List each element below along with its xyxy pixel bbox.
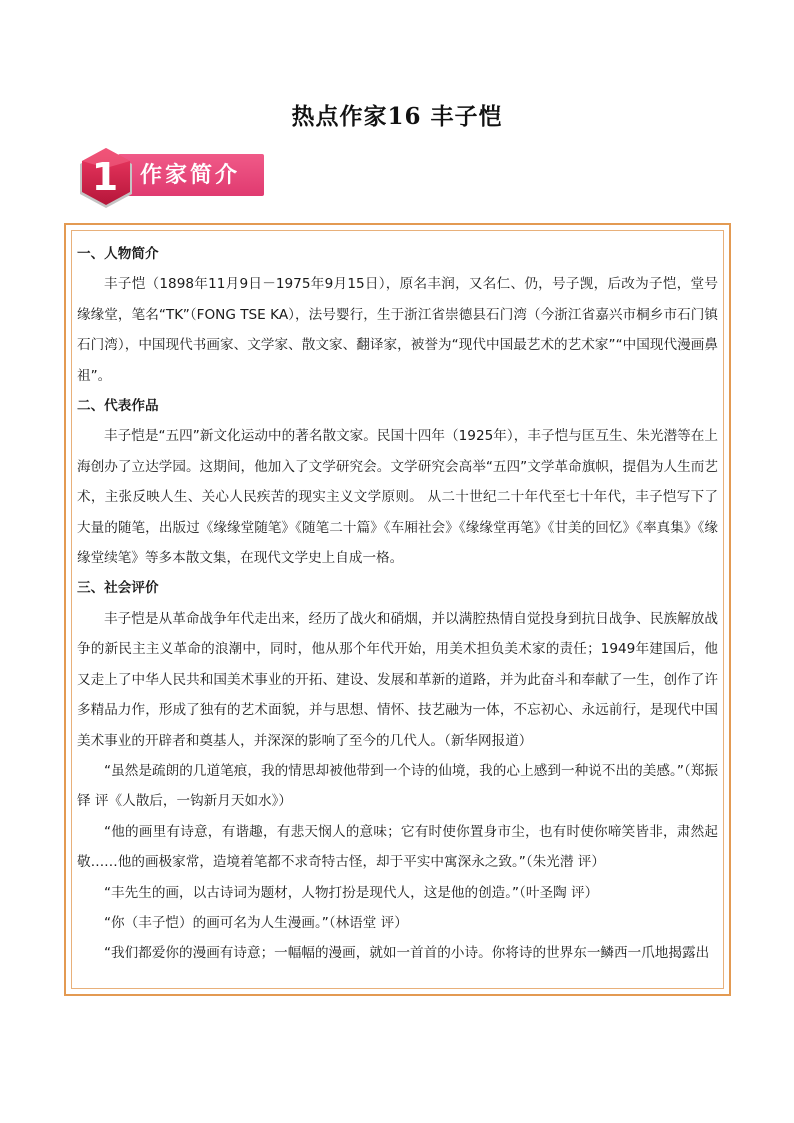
section-number: 1 (91, 155, 119, 199)
quote-paragraph: “我们都爱你的漫画有诗意；一幅幅的漫画，就如一首首的小诗。你将诗的世界东一鳞西一爪地揭露出 (104, 945, 710, 962)
section-heading: 二、代表作品 (77, 398, 159, 415)
quote-paragraph: “你（丰子恺）的画可名为人生漫画。”（林语堂 评） (104, 914, 408, 931)
paragraph: 丰子恺是从革命战争年代走出来，经历了战火和硝烟，并以满腔热情自觉投身到抗日战争、民族解放战争的新民主主义革命的浪潮中，同时，他从那个年代开始，用美术担负美术家的责任；1949年建国后，他又走上了中华人民共和国美术事业的开拓、建设、发展和革新的道路，并为此奋斗和奉献了一生，创作了许多精品力作，形成了独有的艺术面貌，并与思想、情怀、技艺融为一体，不忘初心、永远前行，是现代中国美术事业的开辟者和奠基人，并深深的影响了至今的几代人。（新华网报道） (77, 610, 718, 749)
section-heading: 一、人物简介 (77, 246, 159, 262)
paragraph: 丰子恺（1898年11月9日－1975年9月15日），原名丰润，又名仁、仍，号子觊，后改为子恺，堂号缘缘堂，笔名“TK”（FONG TSE KA），法号婴行，生于浙江省崇德县石门湾（今浙江省嘉兴市桐乡市石门镇石门湾），中国现代书画家、文学家、散文家、翻译家，被誉为“现代中国最艺术的艺术家”“中国现代漫画鼻祖”。 (77, 276, 718, 384)
article-body (77, 239, 718, 969)
quote-paragraph: “他的画里有诗意，有谐趣，有悲天悯人的意味；它有时使你置身市尘，也有时使你啼笑皆非，肃然起敬……他的画极家常，造境着笔都不求奇特古怪，却于平实中寓深永之致。”（朱光潜 评） (77, 823, 718, 871)
content-frame (64, 223, 731, 996)
section-label: 作家简介 (140, 162, 241, 188)
quote-paragraph: “丰先生的画，以古诗词为题材，人物打扮是现代人，这是他的创造。”（叶圣陶 评） (104, 884, 599, 901)
section-badge (76, 148, 266, 212)
content-frame-inner (71, 230, 724, 989)
paragraph: 丰子恺是“五四”新文化运动中的著名散文家。民国十四年（1925年），丰子恺与匡互生、朱光潜等在上海创办了立达学园。这期间，他加入了文学研究会。文学研究会高举“五四”文学革命旗帜，提倡为人生而艺术，主张反映人生、关心人民疾苦的现实主义文学原则。 从二十世纪二十年代至七十年代，丰子恺写下了大量的随笔，出版过《缘缘堂随笔》《随笔二十篇》《车厢社会》《缘缘堂再笔》《甘美的回忆》《率真集》《缘缘堂续笔》等多本散文集，在现代文学史上自成一格。 (77, 428, 718, 567)
section-heading: 三、社会评价 (77, 580, 159, 597)
page-title: 热点作家16 丰子恺 (291, 103, 503, 130)
quote-paragraph: “虽然是疏朗的几道笔痕，我的情思却被他带到一个诗的仙境，我的心上感到一种说不出的美感。”（郑振铎 评《人散后，一钩新月天如水》） (77, 762, 718, 810)
